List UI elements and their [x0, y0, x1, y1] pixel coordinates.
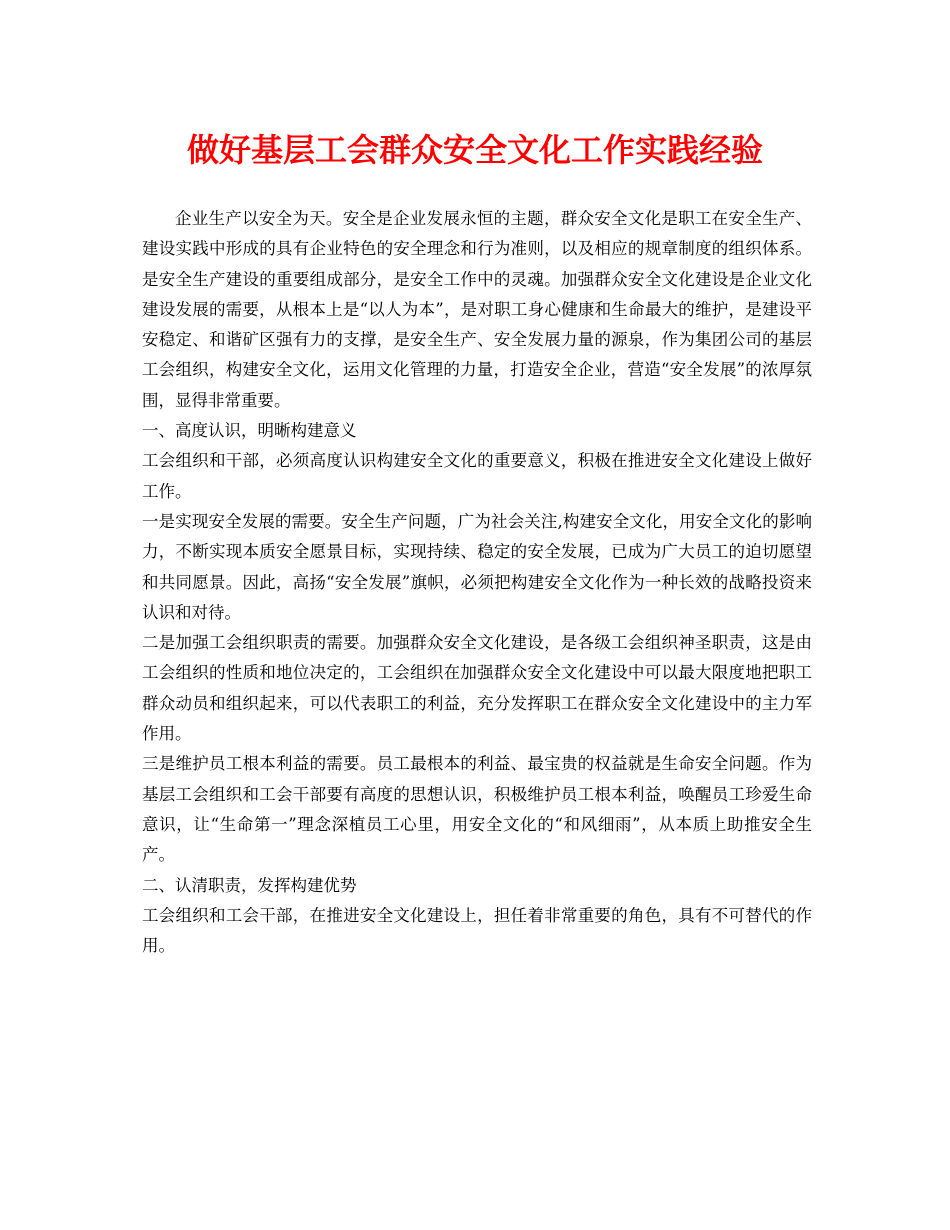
point-1-paragraph: 一是实现安全发展的需要。安全生产问题，广为社会关注,构建安全文化，用安全文化的影响力，不断实现本质安全愿景目标，实现持续、稳定的安全发展，已成为广大员工的迫切愿望和共同愿景。因此，高扬“安全发展”旗帜，必须把构建安全文化作为一种长效的战略投资来认识和对待。 — [142, 511, 812, 622]
document-body — [142, 204, 812, 961]
section-1-paragraph: 工会组织和干部，必须高度认识构建安全文化的重要意义，积极在推进安全文化建设上做好工作。 — [142, 451, 812, 501]
point-2-paragraph: 二是加强工会组织职责的需要。加强群众安全文化建设，是各级工会组织神圣职责，这是由工会组织的性质和地位决定的，工会组织在加强群众安全文化建设中可以最大限度地把职工群众动员和组织起来，可以代表职工的利益，充分发挥职工在群众安全文化建设中的主力军作用。 — [142, 633, 812, 744]
section-2-paragraph: 工会组织和工会干部，在推进安全文化建设上，担任着非常重要的角色，具有不可替代的作用。 — [142, 905, 812, 956]
point-3-paragraph: 三是维护员工根本利益的需要。员工最根本的利益、最宝贵的权益就是生命安全问题。作为基层工会组织和工会干部要有高度的思想认识，积极维护员工根本利益，唤醒员工珍爱生命意识，让“生命第一”理念深植员工心里，用安全文化的“和风细雨”，从本质上助推安全生产。 — [142, 754, 812, 865]
section-heading-2: 二、认清职责，发挥构建优势 — [142, 875, 357, 895]
document-title: 做好基层工会群众安全文化工作实践经验 — [186, 131, 763, 169]
section-heading-1: 一、高度认识，明晰构建意义 — [142, 421, 357, 441]
intro-paragraph: 企业生产以安全为天。安全是企业发展永恒的主题，群众安全文化是职工在安全生产、建设实践中形成的具有企业特色的安全理念和行为准则，以及相应的规章制度的组织体系。是安全生产建设的重要组成部分，是安全工作中的灵魂。加强群众安全文化建设是企业文化建设发展的需要，从根本上是“以人为本”，是对职工身心健康和生命最大的维护，是建设平安稳定、和谐矿区强有力的支撑，是安全生产、安全发展力量的源泉，作为集团公司的基层工会组织，构建安全文化，运用文化管理的力量，打造安全企业，营造“安全发展”的浓厚氛围，显得非常重要。 — [142, 209, 812, 410]
